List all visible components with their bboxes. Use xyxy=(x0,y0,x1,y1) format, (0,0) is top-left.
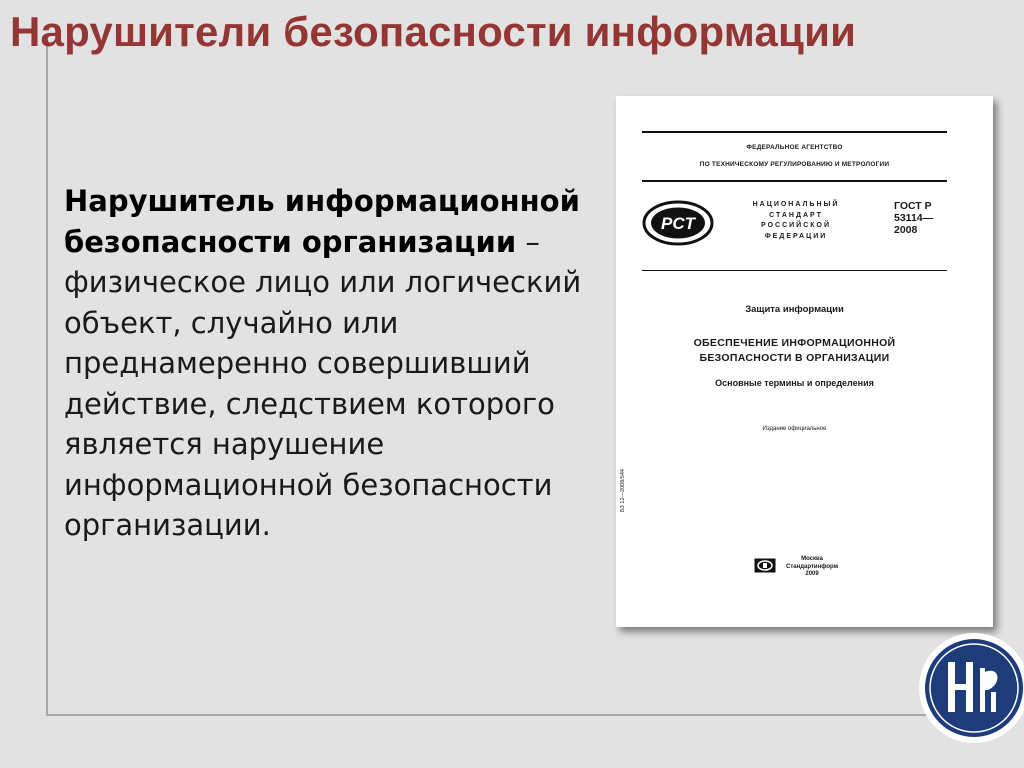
gost-line: 2008 xyxy=(894,224,918,236)
document-title xyxy=(642,336,947,366)
document-title-line: БЕЗОПАСНОСТИ В ОРГАНИЗАЦИИ xyxy=(699,352,890,364)
publisher-line: Стандартинформ xyxy=(786,563,839,570)
standartinform-logo-icon xyxy=(754,558,776,573)
gost-line: 53114— xyxy=(894,212,934,224)
document-side-code: БЗ 12—2008/544 xyxy=(620,469,626,512)
definition-body: физическое лицо или логический объект, случайно или преднамеренно совершивший действие, следствием которого является нарушение информационной безопасности организации. xyxy=(64,265,582,542)
publisher-line: 2009 xyxy=(805,571,819,577)
gost-line: ГОСТ Р xyxy=(894,200,932,212)
agency-rule xyxy=(642,180,947,182)
document-edition: Издание официальное xyxy=(762,426,827,432)
national-standard-label xyxy=(746,200,846,242)
header-rule xyxy=(642,270,947,271)
document-subtitle: Основные термины и определения xyxy=(715,378,874,388)
top-rule xyxy=(642,131,947,133)
document-title-line: ОБЕСПЕЧЕНИЕ ИНФОРМАЦИОННОЙ xyxy=(693,337,896,349)
definition-term: Нарушитель информационной безопасности организации xyxy=(64,184,580,259)
agency-line-1: ФЕДЕРАЛЬНОЕ АГЕНТСТВО xyxy=(746,144,843,151)
national-line: РОССИЙСКОЙ xyxy=(761,222,831,229)
publisher-info xyxy=(786,556,838,579)
gost-document-cover xyxy=(616,96,993,627)
hse-university-logo-icon xyxy=(918,632,1024,744)
national-line: СТАНДАРТ xyxy=(769,211,823,219)
gost-number xyxy=(894,200,933,236)
national-line: ФЕДЕРАЦИИ xyxy=(764,232,828,240)
document-series: Защита информации xyxy=(745,304,844,315)
definition-text xyxy=(64,181,609,546)
publisher-line: Москва xyxy=(801,556,823,562)
agency-line-2: ПО ТЕХНИЧЕСКОМУ РЕГУЛИРОВАНИЮ И МЕТРОЛОГИИ xyxy=(699,161,890,168)
slide-title: Нарушители безопасности информации xyxy=(10,8,857,55)
rst-certification-logo-icon xyxy=(642,200,714,246)
national-line: НАЦИОНАЛЬНЫЙ xyxy=(752,201,840,208)
rst-logo-text: PCT xyxy=(661,214,695,233)
definition-dash: – xyxy=(516,224,540,259)
